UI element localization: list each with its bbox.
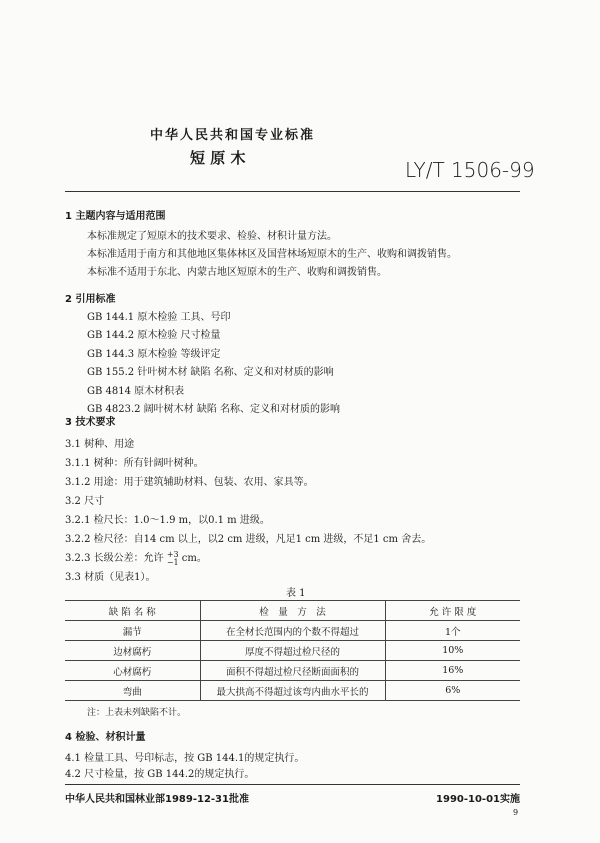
section-3-heading: 3 技术要求 [65, 417, 116, 428]
header-cell: 检 量 方 法 [200, 601, 385, 621]
section-1-heading: 1 主题内容与适用范围 [65, 211, 166, 222]
table-row [65, 641, 520, 661]
table-row [65, 621, 520, 641]
cell: 漏节 [65, 621, 200, 641]
cell: 10% [385, 641, 520, 661]
clause [65, 549, 207, 567]
reference-item: GB 144.2 原木检验 尺寸检量 [87, 330, 221, 341]
clause: 3.2.1 检尺长：1.0～1.9 m，以0.1 m 进级。 [65, 515, 270, 526]
table-row [65, 681, 520, 701]
reference-item: GB 4814 原木材积表 [87, 386, 185, 397]
header-cell: 缺 陷 名 称 [65, 601, 200, 621]
clause: 3.1 树种、用途 [65, 439, 135, 450]
reference-item: GB 144.1 原木检验 工具、号印 [87, 312, 231, 323]
cell: 最大拱高不得超过该弯内曲水平长的 [200, 681, 385, 701]
text-line: 本标准不适用于东北、内蒙古地区短原木的生产、收购和调拨销售。 [87, 267, 387, 278]
cell: 厚度不得超过检尺径的 [200, 641, 385, 661]
clause: 4.1 检量工具、号印标志，按 GB 144.1的规定执行。 [65, 753, 305, 764]
clause: 4.2 尺寸检量，按 GB 144.2的规定执行。 [65, 769, 255, 780]
cell: 6% [385, 681, 520, 701]
tolerance-plus: +3 [166, 549, 179, 559]
cell: 弯曲 [65, 681, 200, 701]
page-number: 9 [513, 808, 519, 817]
cell: 面积不得超过检尺径断面面积的 [200, 661, 385, 681]
header-cell: 允 许 限 度 [385, 601, 520, 621]
tolerance-unit: cm。 [181, 553, 207, 564]
cell: 1个 [385, 621, 520, 641]
reference-item: GB 155.2 针叶树木材 缺陷 名称、定义和对材质的影响 [87, 367, 334, 378]
issuing-org: 中华人民共和国专业标准 [150, 128, 316, 143]
table-caption: 表 1 [286, 588, 306, 599]
document-title: 短 原 木 [190, 149, 246, 167]
table-note: 注：上表未列缺陷不计。 [87, 708, 187, 718]
effective-date: 1990-10-01实施 [436, 794, 520, 805]
clause: 3.3 材质（见表1）。 [65, 572, 156, 583]
text-line: 本标准适用于南方和其他地区集体林区及国营林场短原木的生产、收购和调拨销售。 [87, 249, 457, 260]
footer-rule [65, 784, 520, 785]
table-header-row [65, 601, 520, 621]
text-line: 本标准规定了短原木的技术要求、检验、材积计量方法。 [87, 231, 337, 242]
section-4-heading: 4 检验、材积计量 [65, 732, 146, 743]
reference-item: GB 4823.2 阔叶树木材 缺陷 名称、定义和对材质的影响 [87, 404, 341, 415]
cell: 16% [385, 661, 520, 681]
defect-table [65, 600, 520, 701]
cell: 心材腐朽 [65, 661, 200, 681]
approval-line: 中华人民共和国林业部1989-12-31批准 [65, 794, 249, 805]
tolerance-minus: −1 [166, 557, 179, 567]
standard-code: LY/T 1506-99 [405, 158, 535, 182]
clause: 3.1.1 树种：所有针阔叶树种。 [65, 458, 204, 469]
tolerance [167, 551, 179, 567]
clause: 3.2.2 检尺径：自14 cm 以上，以2 cm 进级，凡足1 cm 进级，不足1 cm 舍去。 [65, 534, 432, 545]
section-2-heading: 2 引用标准 [65, 294, 116, 305]
cell: 边材腐朽 [65, 641, 200, 661]
cell: 在全材长范围内的个数不得超过 [200, 621, 385, 641]
reference-item: GB 144.3 原木检验 等级评定 [87, 349, 221, 360]
header-rule [65, 191, 520, 192]
clause: 3.1.2 用途：用于建筑辅助材料、包装、农用、家具等。 [65, 477, 314, 488]
table-row [65, 661, 520, 681]
clause: 3.2 尺寸 [65, 496, 105, 507]
clause-text: 3.2.3 长级公差：允许 [65, 553, 164, 564]
